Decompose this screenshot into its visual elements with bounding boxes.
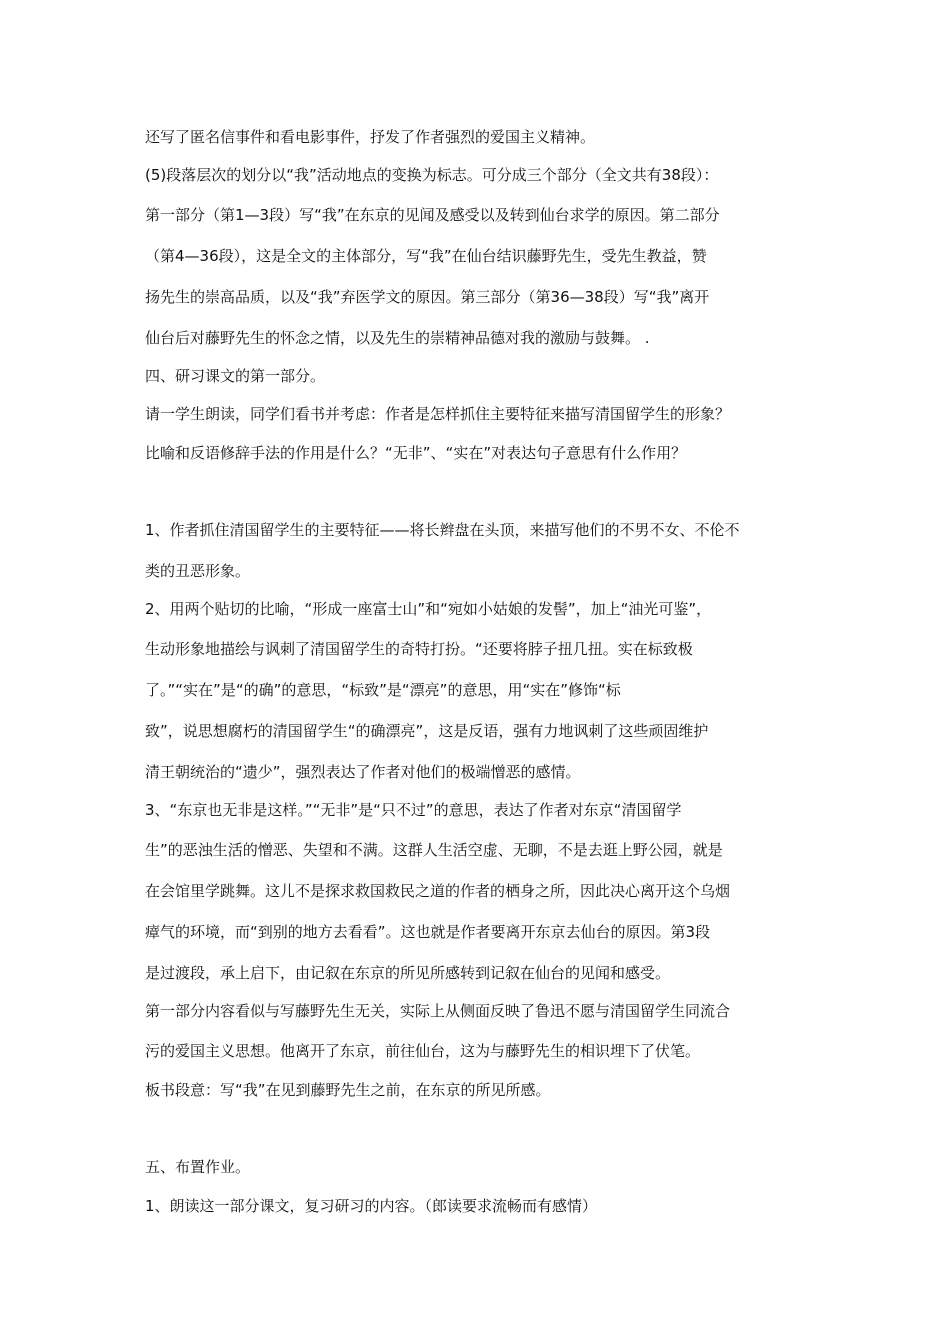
text-line: 还写了匿名信事件和看电影事件，抒发了作者强烈的爱国主义精神。 <box>145 128 596 146</box>
text-line: 生动形象地描绘与讽刺了清国留学生的奇特打扮。“还要将脖子扭几扭。实在标致极 <box>145 640 693 658</box>
text-line: 比喻和反语修辞手法的作用是什么？“无非”、“实在”对表达句子意思有什么作用？ <box>145 444 687 462</box>
text-line: 仙台后对藤野先生的怀念之情，以及先生的崇精神品德对我的激励与鼓舞。 . <box>145 329 650 347</box>
text-line: 请一学生朗读，同学们看书并考虑：作者是怎样抓住主要特征来描写清国留学生的形象？ <box>145 405 731 423</box>
text-line: （第4—36段），这是全文的主体部分，写“我”在仙台结识藤野先生，受先生教益，赞 <box>145 247 707 265</box>
section-heading: 五、布置作业。 <box>145 1158 251 1176</box>
text-line: 生”的恶浊生活的憎恶、失望和不满。这群人生活空虚、无聊，不是去逛上野公园，就是 <box>145 841 723 859</box>
text-line: 2、用两个贴切的比喻，“形成一座富士山”和“宛如小姑娘的发髻”，加上“油光可鉴”， <box>145 600 712 618</box>
text-line: 瘴气的环境，而“到别的地方去看看”。这也就是作者要离开东京去仙台的原因。第3段 <box>145 923 711 941</box>
text-line: 板书段意：写“我”在见到藤野先生之前，在东京的所见所感。 <box>145 1081 551 1099</box>
text-line: 第一部分内容看似与写藤野先生无关，实际上从侧面反映了鲁迅不愿与清国留学生同流合 <box>145 1002 731 1020</box>
text-line: 了。”“实在”是“的确”的意思，“标致”是“漂亮”的意思，用“实在”修饰“标 <box>145 681 621 699</box>
text-line: 类的丑恶形象。 <box>145 562 251 580</box>
text-line: 是过渡段，承上启下，由记叙在东京的所见所感转到记叙在仙台的见闻和感受。 <box>145 964 671 982</box>
text-line: 致”，说思想腐朽的清国留学生“的确漂亮”，这是反语，强有力地讽刺了这些顽固维护 <box>145 722 709 740</box>
text-line: 在会馆里学跳舞。这儿不是探求救国救民之道的作者的栖身之所，因此决心离开这个乌烟 <box>145 882 731 900</box>
text-line: 3、“东京也无非是这样。”“无非”是“只不过”的意思，表达了作者对东京“清国留学 <box>145 801 682 819</box>
text-line: 1、朗读这一部分课文，复习研习的内容。（郎读要求流畅而有感情） <box>145 1197 598 1215</box>
section-heading: 四、研习课文的第一部分。 <box>145 367 326 385</box>
text-line: (5)段落层次的划分以“我”活动地点的变换为标志。可分成三个部分（全文共有38段）： <box>145 166 719 184</box>
text-line: 第一部分（第1—3段）写“我”在东京的见闻及感受以及转到仙台求学的原因。第二部分 <box>145 206 720 224</box>
text-line: 1、作者抓住清国留学生的主要特征——将长辫盘在头顶，来描写他们的不男不女、不伦不 <box>145 521 740 539</box>
text-line: 扬先生的崇高品质，以及“我”弃医学文的原因。第三部分（第36—38段）写“我”离开 <box>145 288 710 306</box>
text-line: 污的爱国主义思想。他离开了东京，前往仙台，这为与藤野先生的相识埋下了伏笔。 <box>145 1042 701 1060</box>
text-line: 清王朝统治的“遗少”，强烈表达了作者对他们的极端憎恶的感情。 <box>145 763 581 781</box>
